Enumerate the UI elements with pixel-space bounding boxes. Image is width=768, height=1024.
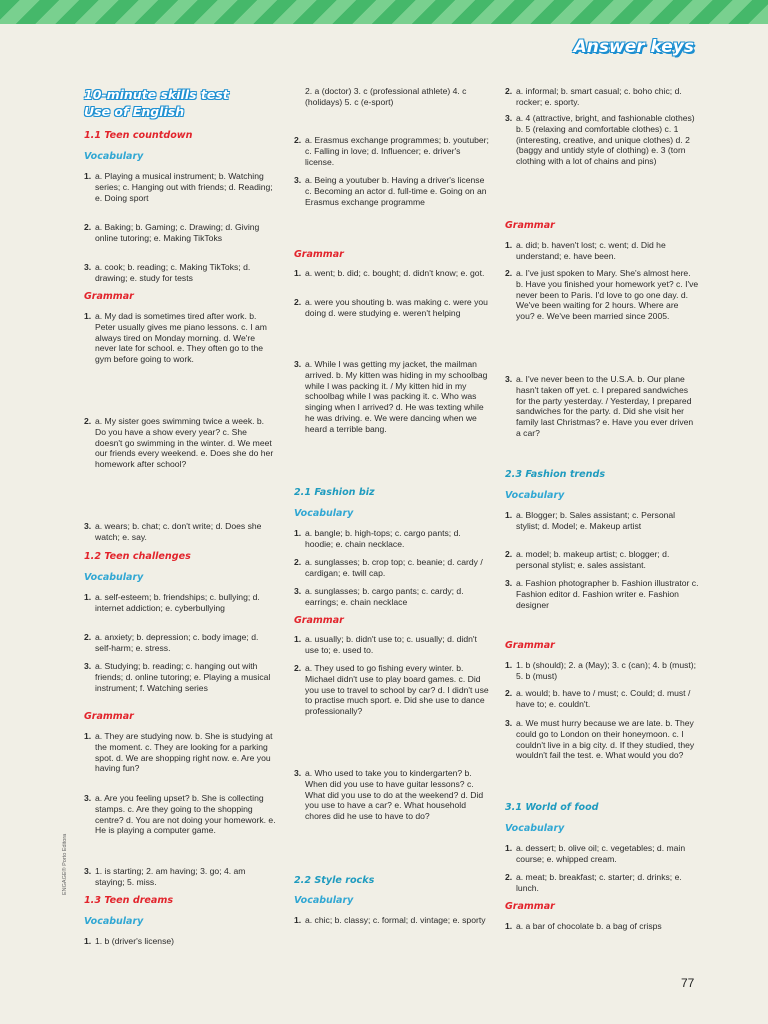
top-stripe-banner bbox=[0, 0, 768, 24]
grammar-heading: Grammar bbox=[505, 220, 555, 231]
answer-item: 3. a. Studying; b. reading; c. hanging out with friends; d. online tutoring; e. Playing a musical instrument; f. Watching series bbox=[84, 661, 271, 693]
grammar-heading: Grammar bbox=[84, 291, 134, 302]
answer-item: 3. a. wears; b. chat; c. don't write; d. Does she watch; e. say. bbox=[84, 521, 262, 542]
answer-item: 3. a. sunglasses; b. cargo pants; c. cardy; d. earrings; e. chain necklace bbox=[294, 586, 464, 607]
grammar-heading: Grammar bbox=[294, 615, 344, 626]
grammar-heading: Grammar bbox=[505, 640, 555, 651]
unit-title-1-3: 1.3 Teen dreams bbox=[84, 895, 174, 906]
answer-item: 2. a (doctor) 3. c (professional athlete) 4. c (holidays) 5. c (e-sport) bbox=[305, 86, 467, 107]
answer-item: 2. a. Erasmus exchange programmes; b. youtuber; c. Falling in love; d. Influencer; e. driver's license. bbox=[294, 135, 489, 167]
answer-keys-header: Answer keys bbox=[573, 37, 694, 57]
vocabulary-heading: Vocabulary bbox=[84, 916, 144, 927]
unit-title-2-3: 2.3 Fashion trends bbox=[505, 469, 606, 480]
test-title-line-1: 10-minute skills test bbox=[84, 87, 229, 102]
answer-item: 1. a. usually; b. didn't use to; c. usually; d. didn't use to; e. used to. bbox=[294, 634, 477, 655]
answer-item: 1. a. Blogger; b. Sales assistant; c. Personal stylist; d. Model; e. Makeup artist bbox=[505, 510, 676, 531]
grammar-heading: Grammar bbox=[84, 711, 134, 722]
answer-item: 1. a. went; b. did; c. bought; d. didn't know; e. got. bbox=[294, 268, 485, 278]
answer-item: 2. a. My sister goes swimming twice a week. b. Do you have a show every year? c. She doesn't go swimming in the winter. d. We meet our friends every weekend. e. Does she do her homework after school? bbox=[84, 416, 274, 470]
answer-item: 1. a. Playing a musical instrument; b. Watching series; c. Hanging out with friends; d. Reading; e. Doing sport bbox=[84, 171, 273, 203]
unit-title-2-2: 2.2 Style rocks bbox=[294, 875, 375, 886]
answer-item: 1. 1. b (should); 2. a (May); 3. c (can); 4. b (must); 5. b (must) bbox=[505, 660, 697, 681]
answer-item: 1. a. a bar of chocolate b. a bag of crisps bbox=[505, 921, 662, 931]
test-title bbox=[84, 86, 229, 120]
answer-item: 3. a. While I was getting my jacket, the mailman arrived. b. My kitten was hiding in my schoolbag while I was packing it. / My kitten hid in my schoolbag while I was packing it. c. Who was singing when I arrived? d. He was texting while he was driving. e. We were dancing when we heard a terrible bang. bbox=[294, 359, 488, 434]
answer-item: 3. a. Are you feeling upset? b. She is collecting stamps. c. Are they going to the shopping centre? d. You are not doing your homework. e. He is playing a computer game. bbox=[84, 793, 276, 836]
answer-item: 3. a. Being a youtuber b. Having a driver's license c. Becoming an actor d. full-time e. Going on an Erasmus exchange programme bbox=[294, 175, 487, 207]
answer-item: 1. a. My dad is sometimes tired after work. b. Peter usually gives me piano lessons. c. I am always tired on Monday morning. d. We're never late for school. e. They often go to the gym before going to work. bbox=[84, 311, 267, 365]
answer-item: 2. a. sunglasses; b. crop top; c. beanie; d. cardy / cardigan; e. twill cap. bbox=[294, 557, 483, 578]
answer-item: 3. a. Fashion photographer b. Fashion illustrator c. Fashion editor d. Fashion writer e. Fashion designer bbox=[505, 578, 699, 610]
answer-item: 2. a. meat; b. breakfast; c. starter; d. drinks; e. lunch. bbox=[505, 872, 682, 893]
test-title-line-2: Use of English bbox=[84, 104, 185, 119]
answer-item: 3. a. I've never been to the U.S.A. b. Our plane hasn't taken off yet. c. I prepared sandwiches for the party yesterday. / Yesterday, I prepared sandwiches for the party. d. Did she visit her family last Christmas? e. Have you ever driven a car? bbox=[505, 374, 694, 438]
answer-item: 1. a. They are studying now. b. She is studying at the moment. c. They are looking for a parking spot. d. We are shopping right now. e. Are you having fun? bbox=[84, 731, 273, 774]
answer-item: 2. a. They used to go fishing every winter. b. Michael didn't use to play board games. c. Did you use to travel to school by car? d. I didn't use to practise much sport. e. Did she use to dance professionally? bbox=[294, 663, 489, 717]
grammar-heading: Grammar bbox=[294, 249, 344, 260]
answer-item: 3. a. 4 (attractive, bright, and fashionable clothes) b. 5 (relaxing and comfortable clothes) c. 1 (interesting, creative, and unique clothes) d. 2 (baggy and untidy style of clothing) e. 3 (torn clothing with a lot of chains and pins) bbox=[505, 113, 695, 167]
answer-item: 2. a. model; b. makeup artist; c. blogger; d. personal stylist; e. sales assistant. bbox=[505, 549, 670, 570]
vocabulary-heading: Vocabulary bbox=[84, 151, 144, 162]
unit-title-1-1: 1.1 Teen countdown bbox=[84, 130, 193, 141]
answer-item: 1. 1. b (driver's license) bbox=[84, 936, 175, 946]
answer-item: 2. a. were you shouting b. was making c. were you doing d. were studying e. weren't helping bbox=[294, 297, 488, 318]
answer-item: 1. a. did; b. haven't lost; c. went; d. Did he understand; e. have been. bbox=[505, 240, 666, 261]
unit-title-2-1: 2.1 Fashion biz bbox=[294, 487, 375, 498]
grammar-heading: Grammar bbox=[505, 901, 555, 912]
answer-item: 1. a. chic; b. classy; c. formal; d. vintage; e. sporty bbox=[294, 915, 486, 925]
vocabulary-heading: Vocabulary bbox=[505, 823, 565, 834]
answer-item: 1. a. dessert; b. olive oil; c. vegetables; d. main course; e. whipped cream. bbox=[505, 843, 686, 864]
answer-item: 2. a. I've just spoken to Mary. She's almost here. b. Have you finished your homework yet? c. I've never been to Paris. I'd love to go one day. d. We've been waiting for 2 hours. Where are you? e. We've been married since 2005. bbox=[505, 268, 699, 322]
answer-item: 2. a. Baking; b. Gaming; c. Drawing; d. Giving online tutoring; e. Making TikToks bbox=[84, 222, 260, 243]
answer-item: 3. 1. is starting; 2. am having; 3. go; 4. am staying; 5. miss. bbox=[84, 866, 246, 887]
vocabulary-heading: Vocabulary bbox=[84, 572, 144, 583]
vocabulary-heading: Vocabulary bbox=[505, 490, 565, 501]
copyright-notice: ENGAGE® Porto Editora bbox=[62, 833, 68, 895]
unit-title-3-1: 3.1 World of food bbox=[505, 802, 599, 813]
answer-item: 3. a. We must hurry because we are late. b. They could go to London on their honeymoon. c. I couldn't live in a big city. d. If they studied, they wouldn't fail the test. e. What would you do? bbox=[505, 718, 695, 761]
vocabulary-heading: Vocabulary bbox=[294, 895, 354, 906]
page-number: 77 bbox=[681, 976, 695, 990]
answer-item: 1. a. bangle; b. high-tops; c. cargo pants; d. hoodie; e. chain necklace. bbox=[294, 528, 461, 549]
vocabulary-heading: Vocabulary bbox=[294, 508, 354, 519]
answer-item: 2. a. informal; b. smart casual; c. boho chic; d. rocker; e. sporty. bbox=[505, 86, 682, 107]
answer-item: 2. a. would; b. have to / must; c. Could; d. must / have to; e. couldn't. bbox=[505, 688, 691, 709]
answer-item: 3. a. Who used to take you to kindergarten? b. When did you use to have guitar lessons? c. What did you use to do at the weekend? d. Did you use to have a car? e. What household chores did he use to have to do? bbox=[294, 768, 484, 822]
answer-item: 3. a. cook; b. reading; c. Making TikToks; d. drawing; e. study for tests bbox=[84, 262, 251, 283]
answer-item: 2. a. anxiety; b. depression; c. body image; d. self-harm; e. stress. bbox=[84, 632, 259, 653]
unit-title-1-2: 1.2 Teen challenges bbox=[84, 551, 191, 562]
answer-item: 1. a. self-esteem; b. friendships; c. bullying; d. internet addiction; e. cyberbullying bbox=[84, 592, 260, 613]
